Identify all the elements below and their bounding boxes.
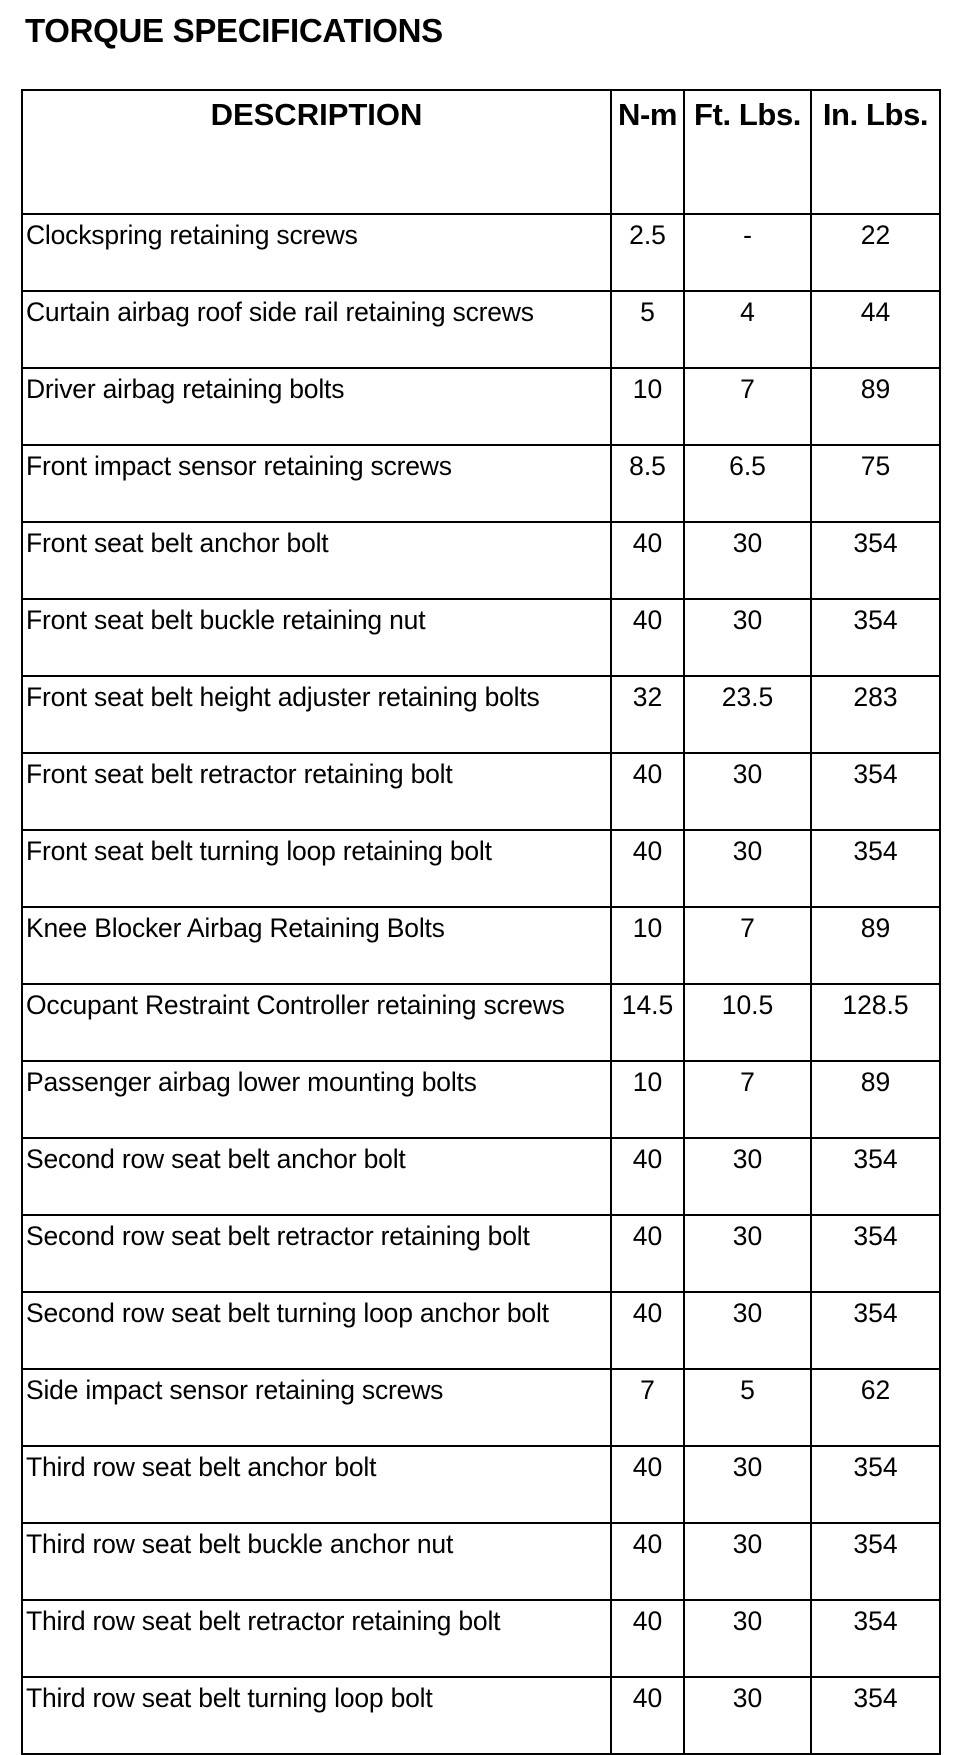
cell-ft-lbs: 30 (684, 1292, 811, 1369)
cell-description: Knee Blocker Airbag Retaining Bolts (22, 907, 611, 984)
cell-description: Second row seat belt anchor bolt (22, 1138, 611, 1215)
cell-description: Curtain airbag roof side rail retaining screws (22, 291, 611, 368)
cell-ft-lbs: 4 (684, 291, 811, 368)
table-row (22, 1138, 940, 1215)
table-row (22, 830, 940, 907)
table-header-row (22, 90, 940, 214)
cell-ft-lbs: 30 (684, 522, 811, 599)
cell-description: Second row seat belt turning loop anchor bolt (22, 1292, 611, 1369)
cell-ft-lbs: 5 (684, 1369, 811, 1446)
cell-in-lbs: 354 (811, 1446, 940, 1523)
cell-description: Front seat belt height adjuster retaining bolts (22, 676, 611, 753)
cell-nm: 2.5 (611, 214, 684, 291)
table-row (22, 1061, 940, 1138)
cell-nm: 14.5 (611, 984, 684, 1061)
cell-in-lbs: 128.5 (811, 984, 940, 1061)
cell-ft-lbs: 23.5 (684, 676, 811, 753)
cell-description: Front seat belt turning loop retaining bolt (22, 830, 611, 907)
cell-nm: 10 (611, 368, 684, 445)
cell-ft-lbs: 7 (684, 368, 811, 445)
cell-description: Side impact sensor retaining screws (22, 1369, 611, 1446)
cell-in-lbs: 283 (811, 676, 940, 753)
table-row (22, 599, 940, 676)
table-row (22, 1677, 940, 1754)
table-row (22, 1369, 940, 1446)
cell-ft-lbs: 10.5 (684, 984, 811, 1061)
cell-ft-lbs: 6.5 (684, 445, 811, 522)
table-row (22, 291, 940, 368)
cell-ft-lbs: 30 (684, 1523, 811, 1600)
cell-in-lbs: 354 (811, 1292, 940, 1369)
cell-description: Passenger airbag lower mounting bolts (22, 1061, 611, 1138)
table-body (22, 214, 940, 1754)
cell-nm: 8.5 (611, 445, 684, 522)
table-row (22, 907, 940, 984)
table-row (22, 1600, 940, 1677)
cell-in-lbs: 22 (811, 214, 940, 291)
column-header-in-lbs: In. Lbs. (811, 90, 940, 214)
cell-description: Front seat belt retractor retaining bolt (22, 753, 611, 830)
cell-ft-lbs: 30 (684, 753, 811, 830)
cell-nm: 40 (611, 1292, 684, 1369)
column-header-ft-lbs: Ft. Lbs. (684, 90, 811, 214)
cell-in-lbs: 89 (811, 1061, 940, 1138)
cell-nm: 40 (611, 1215, 684, 1292)
table-row (22, 1523, 940, 1600)
table-row (22, 984, 940, 1061)
cell-description: Front impact sensor retaining screws (22, 445, 611, 522)
torque-spec-table (21, 89, 941, 1755)
cell-in-lbs: 89 (811, 907, 940, 984)
cell-nm: 40 (611, 1138, 684, 1215)
cell-description: Second row seat belt retractor retaining bolt (22, 1215, 611, 1292)
cell-ft-lbs: 30 (684, 1138, 811, 1215)
cell-nm: 10 (611, 907, 684, 984)
cell-in-lbs: 354 (811, 522, 940, 599)
cell-nm: 40 (611, 1523, 684, 1600)
cell-nm: 5 (611, 291, 684, 368)
table-row (22, 1215, 940, 1292)
cell-nm: 32 (611, 676, 684, 753)
cell-ft-lbs: - (684, 214, 811, 291)
cell-in-lbs: 354 (811, 1677, 940, 1754)
cell-in-lbs: 354 (811, 753, 940, 830)
page-title: TORQUE SPECIFICATIONS (25, 12, 443, 49)
cell-in-lbs: 354 (811, 1138, 940, 1215)
cell-description: Clockspring retaining screws (22, 214, 611, 291)
cell-description: Third row seat belt buckle anchor nut (22, 1523, 611, 1600)
cell-nm: 10 (611, 1061, 684, 1138)
table-row (22, 522, 940, 599)
cell-nm: 40 (611, 1677, 684, 1754)
cell-nm: 40 (611, 1600, 684, 1677)
column-header-nm: N-m (611, 90, 684, 214)
cell-ft-lbs: 30 (684, 1600, 811, 1677)
cell-in-lbs: 89 (811, 368, 940, 445)
cell-ft-lbs: 7 (684, 1061, 811, 1138)
cell-description: Third row seat belt retractor retaining bolt (22, 1600, 611, 1677)
cell-in-lbs: 354 (811, 1215, 940, 1292)
cell-ft-lbs: 30 (684, 830, 811, 907)
table-row (22, 368, 940, 445)
cell-nm: 40 (611, 522, 684, 599)
cell-in-lbs: 354 (811, 599, 940, 676)
cell-description: Third row seat belt turning loop bolt (22, 1677, 611, 1754)
cell-description: Occupant Restraint Controller retaining screws (22, 984, 611, 1061)
cell-ft-lbs: 7 (684, 907, 811, 984)
cell-ft-lbs: 30 (684, 1446, 811, 1523)
table-row (22, 1292, 940, 1369)
cell-description: Driver airbag retaining bolts (22, 368, 611, 445)
cell-ft-lbs: 30 (684, 599, 811, 676)
cell-nm: 40 (611, 1446, 684, 1523)
table-row (22, 676, 940, 753)
cell-in-lbs: 354 (811, 1523, 940, 1600)
table-row (22, 445, 940, 522)
cell-nm: 7 (611, 1369, 684, 1446)
table-row (22, 1446, 940, 1523)
cell-nm: 40 (611, 599, 684, 676)
cell-ft-lbs: 30 (684, 1677, 811, 1754)
cell-description: Third row seat belt anchor bolt (22, 1446, 611, 1523)
table-row (22, 753, 940, 830)
table-row (22, 214, 940, 291)
cell-in-lbs: 75 (811, 445, 940, 522)
cell-in-lbs: 354 (811, 1600, 940, 1677)
cell-in-lbs: 354 (811, 830, 940, 907)
cell-description: Front seat belt anchor bolt (22, 522, 611, 599)
cell-in-lbs: 62 (811, 1369, 940, 1446)
cell-nm: 40 (611, 753, 684, 830)
cell-ft-lbs: 30 (684, 1215, 811, 1292)
cell-description: Front seat belt buckle retaining nut (22, 599, 611, 676)
cell-nm: 40 (611, 830, 684, 907)
column-header-description: DESCRIPTION (22, 90, 611, 214)
cell-in-lbs: 44 (811, 291, 940, 368)
